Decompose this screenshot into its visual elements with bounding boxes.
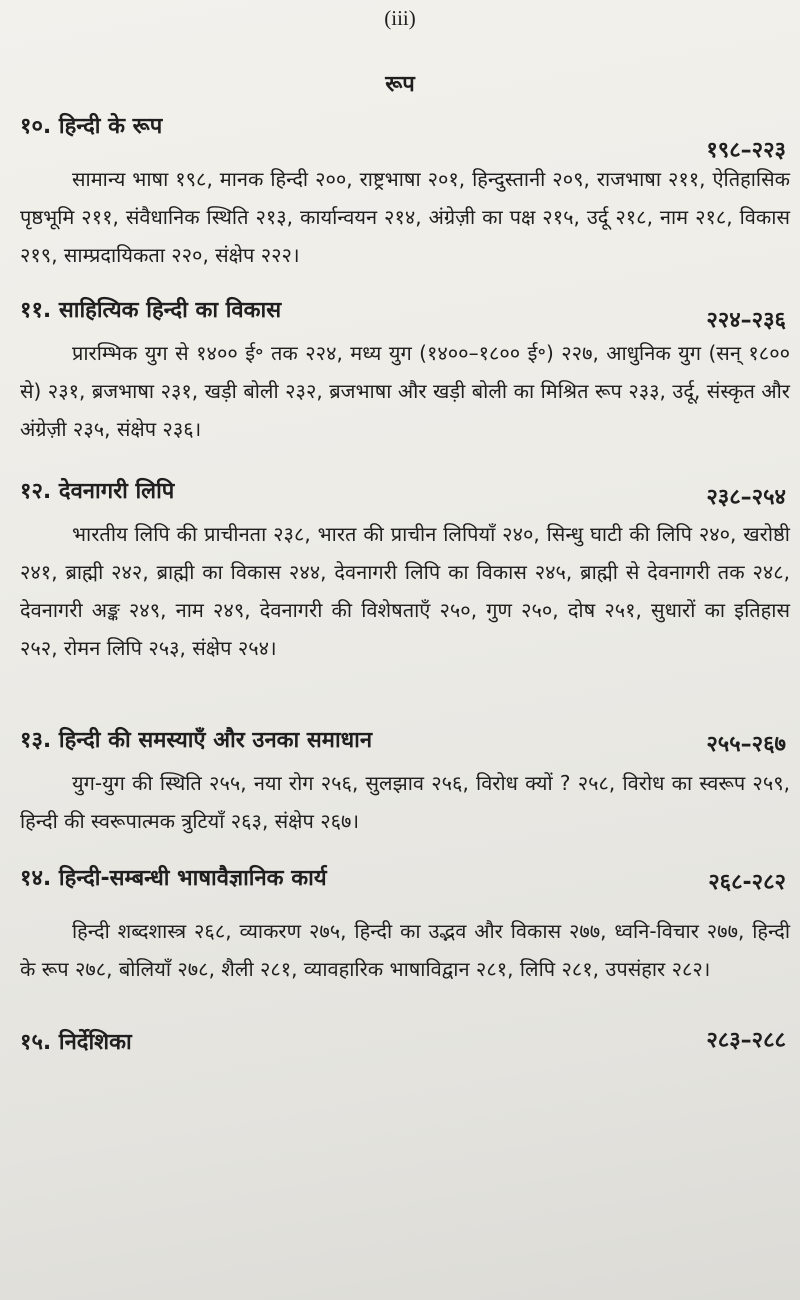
chapter-title: १३. हिन्दी की समस्याएँ और उनका समाधान	[20, 728, 373, 753]
chapter-page-range: २३८–२५४	[706, 485, 786, 510]
chapter-title: ११. साहित्यिक हिन्दी का विकास	[20, 298, 282, 323]
chapter-contents: युग-युग की स्थिति २५५, नया रोग २५६, सुलझाव २५६, विरोध क्यों ? २५८, विरोध का स्वरूप २५९, हिन्दी की स्वरूपात्मक त्रुटियाँ २६३, संक्षेप २६७।	[20, 771, 790, 833]
chapter-entry	[20, 475, 790, 667]
page-number: (iii)	[384, 6, 416, 30]
chapter-contents: सामान्य भाषा १९८, मानक हिन्दी २००, राष्ट्रभाषा २०१, हिन्दुस्तानी २०९, राजभाषा २११, ऐतिहासिक पृष्ठभूमि २११, संवैधानिक स्थिति २१३, कार्यान्वयन २१४, अंग्रेज़ी का पक्ष २१५, उर्दू २१८, नाम २१८, विकास २१९, साम्प्रदायिकता २२०, संक्षेप २२२।	[20, 167, 790, 267]
chapter-entry	[20, 862, 790, 988]
chapter-page-range: १९८–२२३	[706, 138, 786, 163]
chapter-page-range: २५५–२६७	[706, 732, 786, 757]
chapter-page-range: २८३–२८८	[706, 1028, 786, 1053]
chapter-contents: भारतीय लिपि की प्राचीनता २३८, भारत की प्राचीन लिपियाँ २४०, सिन्धु घाटी की लिपि २४०, खरोष्ठी २४१, ब्राह्मी २४२, ब्राह्मी का विकास २४४, देवनागरी लिपि का विकास २४५, ब्राह्मी से देवनागरी तक २४८, देवनागरी अङ्क २४९, नाम २४९, देवनागरी की विशेषताएँ २५०, गुण २५०, दोष २५१, सुधारों का इतिहास २५२, रोमन लिपि २५३, संक्षेप २५४।	[20, 522, 790, 660]
chapter-contents: हिन्दी शब्दशास्त्र २६८, व्याकरण २७५, हिन्दी का उद्भव और विकास २७७, ध्वनि-विचार २७७, हिन्दी के रूप २७८, बोलियाँ २७८, शैली २८१, व्यावहारिक भाषाविद्वान २८१, लिपि २८१, उपसंहार २८२।	[20, 919, 790, 981]
chapter-entry	[20, 1026, 790, 1066]
chapter-page-range: २६८-२८२	[708, 870, 786, 895]
chapter-contents: प्रारम्भिक युग से १४०० ई॰ तक २२४, मध्य युग (१४००–१८०० ई॰) २२७, आधुनिक युग (सन् १८०० से) २३१, ब्रजभाषा २३१, खड़ी बोली २३२, ब्रजभाषा और खड़ी बोली का मिश्रित रूप २३३, उर्दू, संस्कृत और अंग्रेज़ी २३५, संक्षेप २३६।	[20, 341, 790, 441]
chapter-entry	[20, 110, 790, 274]
chapter-title: १०. हिन्दी के रूप	[20, 114, 163, 139]
chapter-title: १२. देवनागरी लिपि	[20, 479, 175, 504]
chapter-title: १५. निर्देशिका	[20, 1030, 132, 1055]
section-title: रूप	[385, 72, 415, 97]
chapter-title: १४. हिन्दी-सम्बन्धी भाषावैज्ञानिक कार्य	[20, 866, 327, 891]
chapter-page-range: २२४–२३६	[706, 308, 786, 333]
chapter-entry	[20, 294, 790, 448]
chapter-entry	[20, 724, 790, 840]
